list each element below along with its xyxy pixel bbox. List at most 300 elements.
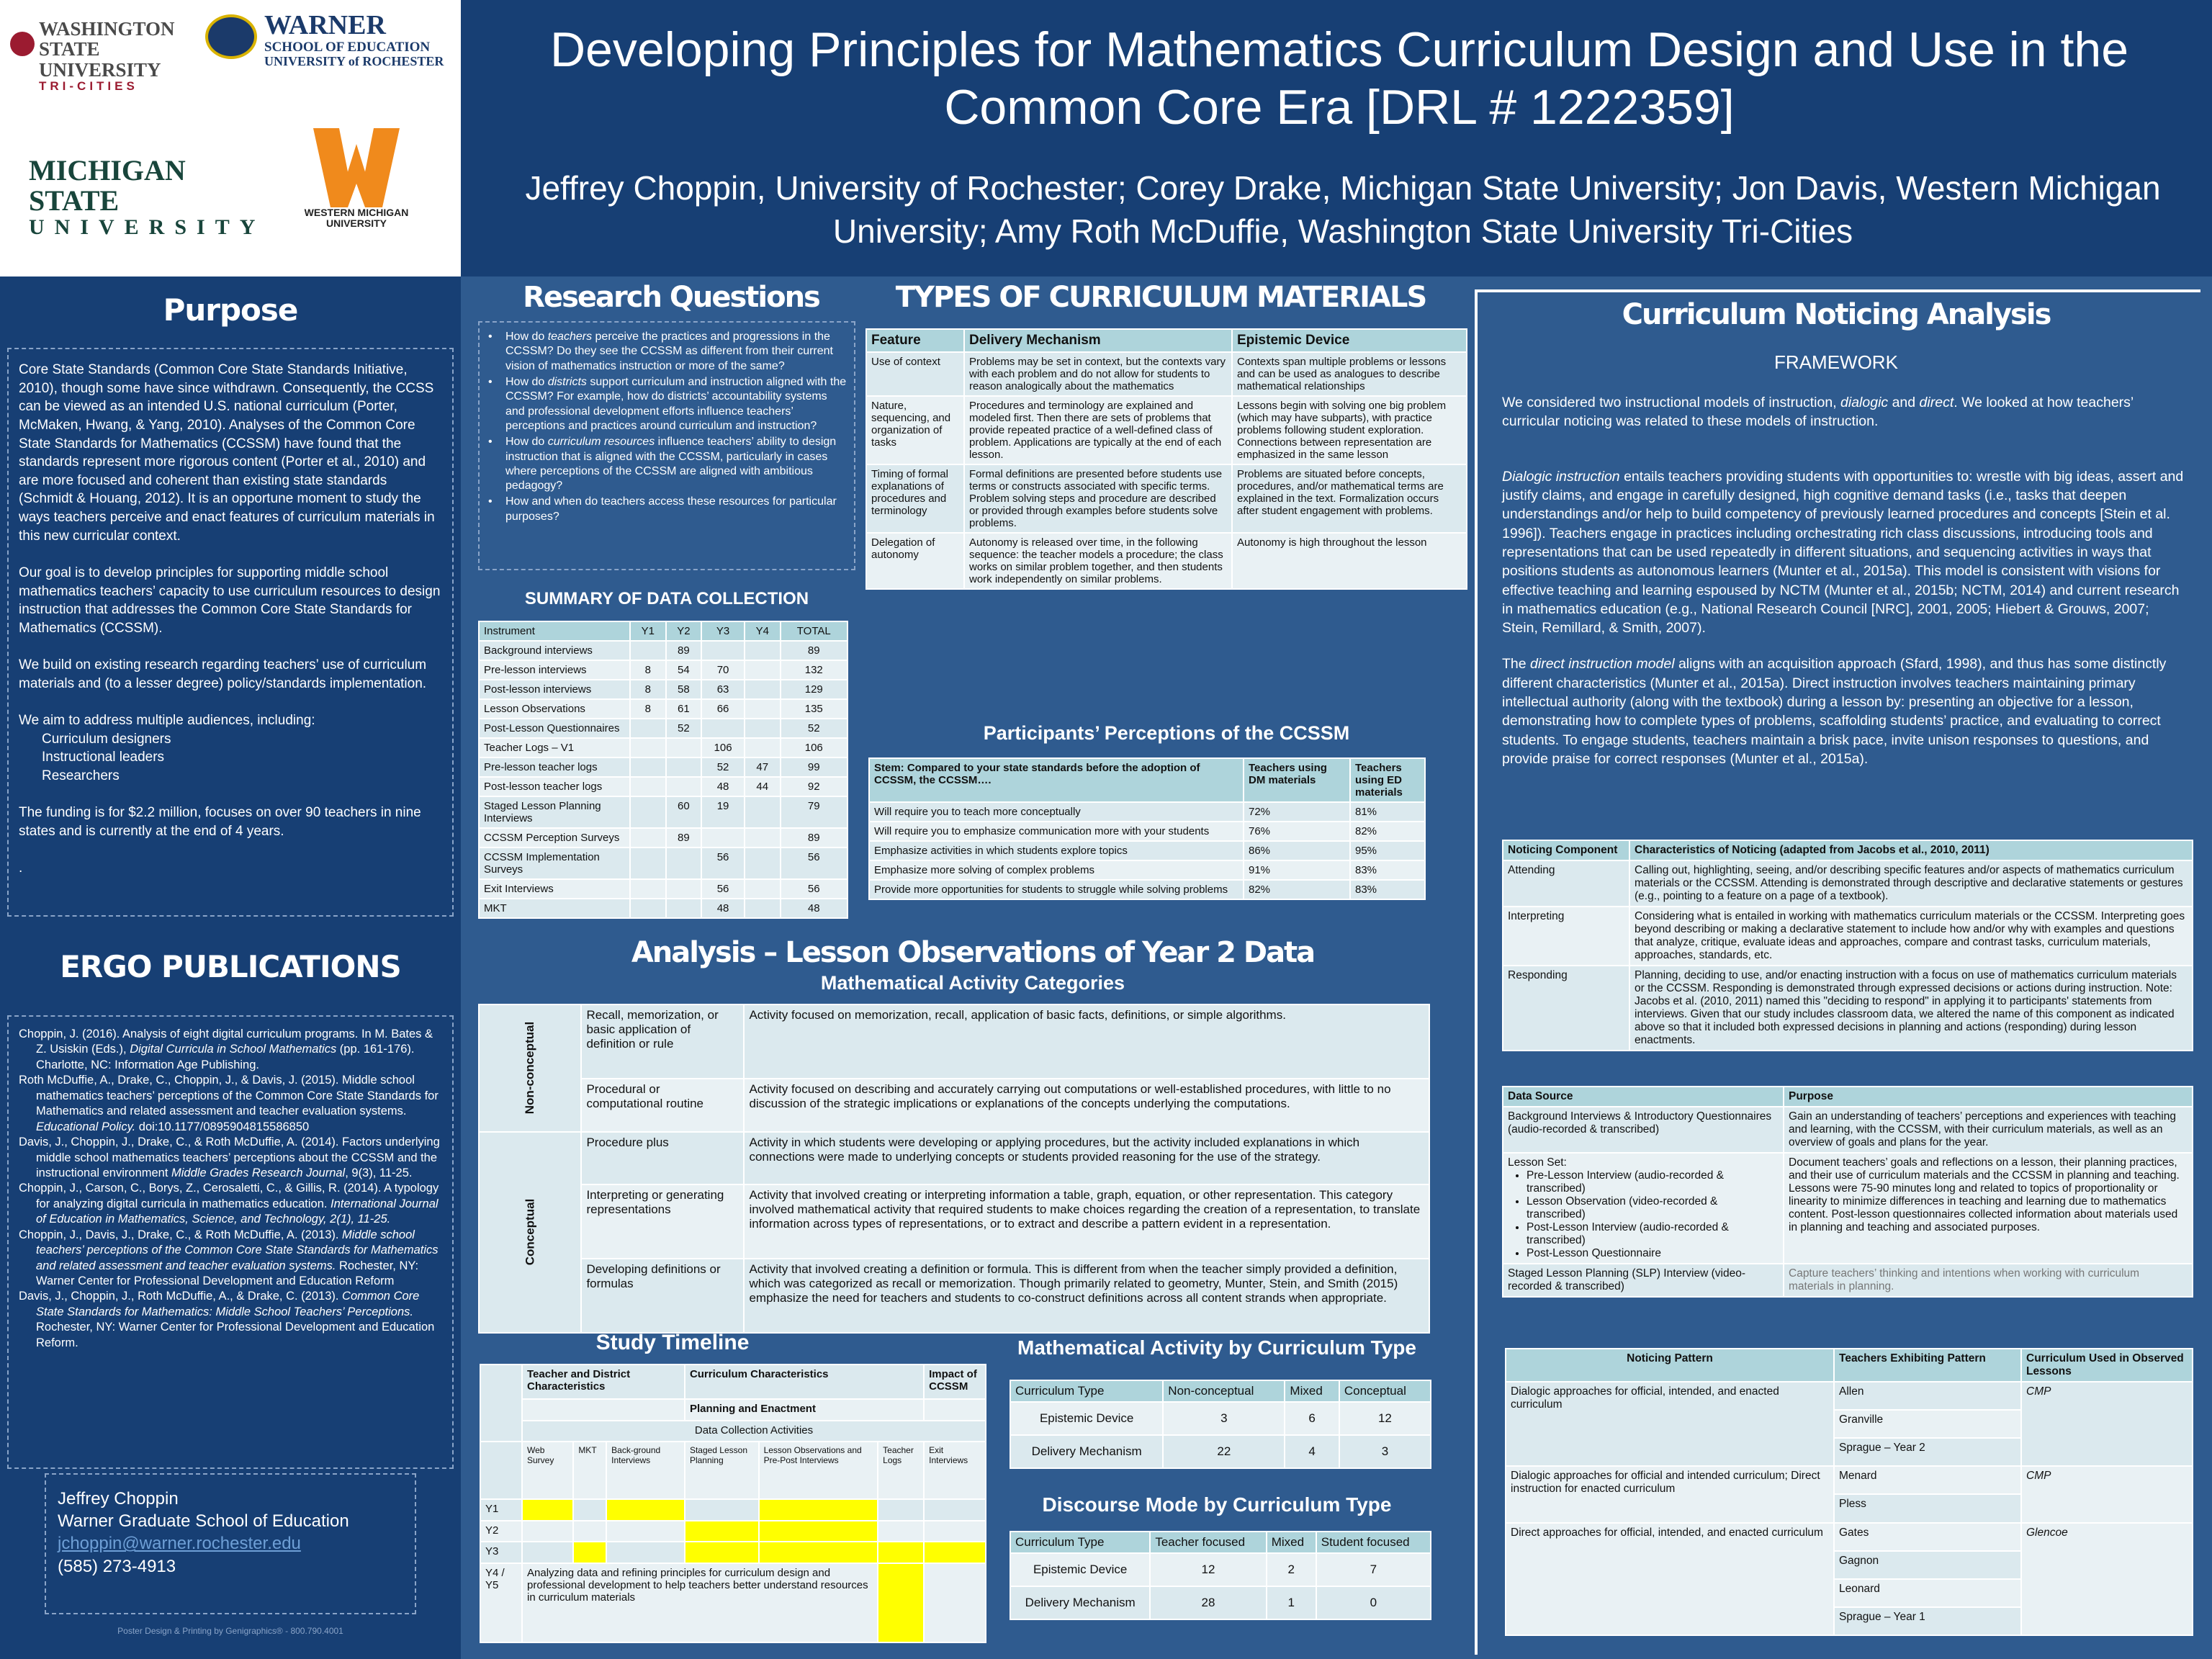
summary-cell: 56 xyxy=(781,879,848,899)
perc-cell: Will require you to teach more conceptually xyxy=(869,802,1244,822)
disc-heading: Discourse Mode by Curriculum Type xyxy=(1042,1493,1392,1516)
wsu-line3: TRI-CITIES xyxy=(39,79,138,94)
publication-ref: Choppin, J., Carson, C., Borys, Z., Cerosaletti, C., & Gillis, R. (2014). A typology for analyzing digital curricula in mathematics education. International Journal of Education in Mathematics, Science, and Technology, 2(1), 11-25. xyxy=(19,1182,439,1226)
cna-text xyxy=(1502,393,2186,768)
timeline-activity: Exit Interviews xyxy=(924,1442,986,1499)
rq-item: • How do teachers perceive the practices and progressions in the CCSSM? Do they see the CCSSM as different from their current vision of mathematics instruction or more of the same? xyxy=(485,330,848,374)
summary-col-header: Instrument xyxy=(479,621,630,641)
timeline-h1: Teacher and District Characteristics xyxy=(522,1364,685,1399)
publication-ref: Davis, J., Choppin, J., Roth McDuffie, A., & Drake, C. (2013). Common Core State Standards for Mathematics: Middle School Teachers’ Perceptions. Rochester, NY: Warner Center for Professional Development and Education Reform. xyxy=(19,1290,435,1349)
activity-group-label xyxy=(479,1004,581,1132)
summary-cell: 48 xyxy=(781,899,848,918)
timeline-cell xyxy=(924,1542,986,1563)
pattern-teacher: Leonard xyxy=(1834,1579,2021,1607)
summary-cell: 52 xyxy=(781,719,848,738)
types-row xyxy=(866,464,1467,533)
timeline-cell xyxy=(759,1499,878,1521)
timeline-cell xyxy=(685,1521,759,1542)
summary-row xyxy=(479,848,848,879)
timeline-cell xyxy=(878,1542,924,1563)
perc-cell: 83% xyxy=(1350,880,1425,899)
ergo-box xyxy=(7,1015,454,1469)
audience-item: Researchers xyxy=(42,768,120,784)
summary-cell: 52 xyxy=(701,757,745,777)
pattern-row xyxy=(1506,1382,2193,1410)
summary-cell xyxy=(630,828,666,848)
purpose-box xyxy=(7,348,454,917)
summary-cell: 54 xyxy=(666,660,702,680)
pattern-row xyxy=(1506,1466,2193,1494)
summary-cell xyxy=(701,641,745,660)
contact-phone: (585) 273-4913 xyxy=(58,1556,176,1576)
timeline-activity: Teacher Logs xyxy=(878,1442,924,1499)
small-row xyxy=(1010,1402,1431,1435)
summary-cell: 106 xyxy=(781,738,848,757)
small-cell: Delivery Mechanism xyxy=(1010,1586,1150,1619)
perc-cell: Provide more opportunities for students to struggle while solving problems xyxy=(869,880,1244,899)
notice-cell: Considering what is entailed in working with mathematics curriculum materials or the CCSSM. Interpreting goes beyond describing or making a declarative statement to include how and/or why with examples and questions that analyze, critique, evaluate ideas and approaches, compare and contrast tasks, curriculum materials, approaches, standards, etc. xyxy=(1629,907,2193,966)
perc-col: Stem: Compared to your state standards before the adoption of CCSSM, the CCSSM…. xyxy=(869,758,1244,802)
small-cell: 4 xyxy=(1285,1435,1339,1468)
activity-description: Activity that involved creating or interpreting information a table, graph, equation, or other representation. This category involved mathematical activity that required students to make choices regarding the creation of a representation, to translate information across types of representations, or to extract and describe a pattern evident in a representation. xyxy=(744,1184,1429,1259)
notice-cell: Responding xyxy=(1503,966,1629,1051)
summary-cell: 89 xyxy=(666,828,702,848)
timeline-cell xyxy=(878,1563,924,1642)
summary-row xyxy=(479,828,848,848)
wsu-line2: UNIVERSITY xyxy=(39,58,161,81)
contact-name: Jeffrey Choppin xyxy=(58,1489,179,1509)
mact-table xyxy=(1010,1380,1431,1469)
types-cell: Delegation of autonomy xyxy=(866,533,964,589)
types-cell: Nature, sequencing, and organization of tasks xyxy=(866,396,964,464)
summary-cell xyxy=(745,828,781,848)
timeline-cell xyxy=(878,1521,924,1542)
types-cell: Formal definitions are presented before students use terms or constructs associated with specific terms. Problem solving steps and procedure are described or provided through examples before students solve problems. xyxy=(964,464,1232,533)
summary-row xyxy=(479,796,848,828)
small-cell: 2 xyxy=(1267,1553,1316,1586)
summary-cell: 79 xyxy=(781,796,848,828)
types-cell: Timing of formal explanations of procedures and terminology xyxy=(866,464,964,533)
warner-line3: UNIVERSITY of ROCHESTER xyxy=(264,53,444,68)
timeline-activity: Staged Lesson Planning xyxy=(685,1442,759,1499)
timeline-cell xyxy=(573,1542,606,1563)
summary-cell: Exit Interviews xyxy=(479,879,630,899)
analysis-heading: Analysis – Lesson Observations of Year 2 Data xyxy=(631,936,1315,969)
timeline-year: Y4 / Y5 xyxy=(480,1563,522,1642)
small-cell: 1 xyxy=(1267,1586,1316,1619)
lesson-set-label: Lesson Set: xyxy=(1508,1156,1567,1169)
types-cell: Problems are situated before concepts, procedures, and/or mathematical terms are explained in the text. Formalization occurs after student engagement with problems. xyxy=(1232,464,1467,533)
warner-line2: SCHOOL OF EDUCATION xyxy=(264,39,431,55)
activity-group-text: Conceptual xyxy=(523,1198,537,1266)
summary-row xyxy=(479,680,848,699)
warner-line1: WARNER xyxy=(264,10,386,40)
timeline-cell xyxy=(924,1499,986,1521)
timeline-activity: Web Survey xyxy=(522,1442,573,1499)
cna-p3-text: The xyxy=(1502,656,1531,673)
summary-cell: 129 xyxy=(781,680,848,699)
summary-cell xyxy=(630,879,666,899)
summary-cell xyxy=(630,796,666,828)
types-cell: Autonomy is released over time, in the following sequence: the teacher models a procedure; the class works on similar problem together, and then students work independently on similar problems. xyxy=(964,533,1232,589)
small-cell: Epistemic Device xyxy=(1010,1553,1150,1586)
summary-row xyxy=(479,879,848,899)
perc-cell: 83% xyxy=(1350,860,1425,880)
warner-logo xyxy=(205,12,457,68)
cna-p1-text: . We looked at how teachers’ curricular noticing was related to these models of instruction. xyxy=(1502,395,2134,430)
notice-cell: Interpreting xyxy=(1503,907,1629,966)
wmu-w-mark xyxy=(313,128,400,207)
perc-col: Teachers using ED materials xyxy=(1350,758,1425,802)
summary-cell xyxy=(745,796,781,828)
summary-row xyxy=(479,899,848,918)
perc-cell: 86% xyxy=(1244,841,1350,860)
notice-col: Characteristics of Noticing (adapted from Jacobs et al., 2010, 2011) xyxy=(1629,840,2193,860)
cna-p1-dialogic: dialogic xyxy=(1840,395,1889,410)
types-row xyxy=(866,396,1467,464)
summary-cell: 135 xyxy=(781,699,848,719)
pattern-teacher: Menard xyxy=(1834,1466,2021,1494)
activity-category: Interpreting or generating representations xyxy=(581,1184,744,1259)
disc-table xyxy=(1010,1531,1431,1620)
dsource-cell: Capture teachers’ thinking and intentions when working with curriculum materials in planning. xyxy=(1784,1264,2193,1297)
summary-cell: Post-Lesson Questionnaires xyxy=(479,719,630,738)
purpose-p2: Our goal is to develop principles for supporting middle school mathematics teachers’ capacity to use curriculum resources to design instruction that addresses the Common Core State Standards for Mathematics (CCSSM). xyxy=(19,565,441,636)
small-row xyxy=(1010,1435,1431,1468)
pattern-curriculum: CMP xyxy=(2021,1466,2193,1522)
small-col-header: Student focused xyxy=(1316,1532,1431,1553)
small-row xyxy=(1010,1553,1431,1586)
cna-heading: Curriculum Noticing Analysis xyxy=(1622,298,2051,331)
perc-row xyxy=(869,822,1425,841)
perc-cell: Will require you to emphasize communication more with your students xyxy=(869,822,1244,841)
summary-cell xyxy=(701,828,745,848)
summary-cell: 56 xyxy=(701,879,745,899)
contact-school: Warner Graduate School of Education xyxy=(58,1511,349,1532)
notice-cell: Calling out, highlighting, seeing, and/or describing specific features and/or aspects of mathematics curriculum materials or the CCSSM. Attending is demonstrated through descriptive and declarative statements or gestures (e.g., pointing to a feature on a page of a textbook). xyxy=(1629,860,2193,907)
summary-cell xyxy=(630,899,666,918)
summary-row xyxy=(479,777,848,796)
timeline-cell xyxy=(924,1563,986,1642)
perc-col: Teachers using DM materials xyxy=(1244,758,1350,802)
timeline-cell xyxy=(759,1542,878,1563)
perc-cell: 76% xyxy=(1244,822,1350,841)
summary-cell: 58 xyxy=(666,680,702,699)
lesson-set-item: • Pre-Lesson Interview (audio-recorded & transcribed) xyxy=(1527,1169,1779,1195)
perceptions-table xyxy=(868,757,1426,900)
small-col-header: Curriculum Type xyxy=(1010,1380,1163,1402)
summary-cell: 8 xyxy=(630,680,666,699)
summary-cell: Background interviews xyxy=(479,641,630,660)
publication-ref: Choppin, J. (2016). Analysis of eight digital curriculum programs. In M. Bates & Z. Usiskin (Eds.), Digital Curricula in School Mathematics (pp. 161-176). Charlotte, NC: Information Age Publishing. xyxy=(19,1028,433,1071)
summary-cell: 61 xyxy=(666,699,702,719)
types-cell: Contexts span multiple problems or lessons and can be used as analogues to describe mathematical relationships xyxy=(1232,352,1467,396)
notice-row xyxy=(1503,860,2193,907)
summary-cell xyxy=(745,738,781,757)
perc-row xyxy=(869,802,1425,822)
activity-row xyxy=(479,1132,1429,1185)
dsource-cell: Staged Lesson Planning (SLP) Interview (video-recorded & transcribed) xyxy=(1503,1264,1784,1297)
purpose-p6: . xyxy=(19,860,23,876)
types-row xyxy=(866,533,1467,589)
perc-row xyxy=(869,880,1425,899)
notice-row xyxy=(1503,907,2193,966)
summary-col-header: Y2 xyxy=(666,621,702,641)
rq-heading: Research Questions xyxy=(523,281,819,314)
pattern-curriculum: Glencoe xyxy=(2021,1523,2193,1635)
msu-line1: MICHIGAN STATE xyxy=(29,154,186,217)
summary-cell xyxy=(666,848,702,879)
notice-row xyxy=(1503,966,2193,1051)
pattern-teacher: Gagnon xyxy=(1834,1551,2021,1579)
summary-cell: 48 xyxy=(701,777,745,796)
pattern-cell: Dialogic approaches for official and intended curriculum; Direct instruction for enacted curriculum xyxy=(1506,1466,1834,1522)
pattern-teacher: Sprague – Year 2 xyxy=(1834,1438,2021,1466)
purpose-heading: Purpose xyxy=(163,292,298,328)
small-cell: 0 xyxy=(1316,1586,1431,1619)
summary-cell xyxy=(630,777,666,796)
notice-cell: Planning, deciding to use, and/or enacting instruction with a focus on use of mathematics curriculum materials or the CCSSM. Responding is demonstrated through expressed decisions or actions during instruction. Note: Jacobs et al. (2010, 2011) named this "deciding to respond" in applying it to participants' statements from interviews. Given that our study includes classroom data, we altered the name of this component as indicated above so that it included both expressed decisions in planning and actions (responding) during lesson enactments. xyxy=(1629,966,2193,1051)
summary-col-header: Y1 xyxy=(630,621,666,641)
summary-col-header: Y3 xyxy=(701,621,745,641)
timeline-cell xyxy=(924,1521,986,1542)
summary-cell xyxy=(745,879,781,899)
summary-cell: 99 xyxy=(781,757,848,777)
summary-cell xyxy=(666,879,702,899)
analysis-subheading: Mathematical Activity Categories xyxy=(820,972,1125,994)
small-col-header: Mixed xyxy=(1285,1380,1339,1402)
rq-item: • How do districts support curriculum and instruction aligned with the CCSSM? For example, how do districts’ accountability systems and professional development efforts influence teachers’ perceptions and practices around curriculum and instruction? xyxy=(485,375,848,433)
summary-cell xyxy=(666,738,702,757)
summary-cell: Post-lesson interviews xyxy=(479,680,630,699)
types-cell: Autonomy is high throughout the lesson xyxy=(1232,533,1467,589)
types-row xyxy=(866,352,1467,396)
summary-row xyxy=(479,738,848,757)
small-cell: Epistemic Device xyxy=(1010,1402,1163,1435)
pattern-cell: Dialogic approaches for official, intended, and enacted curriculum xyxy=(1506,1382,1834,1466)
timeline-table xyxy=(480,1364,986,1643)
activity-category: Procedural or computational routine xyxy=(581,1079,744,1132)
summary-cell: Teacher Logs – V1 xyxy=(479,738,630,757)
pattern-teacher: Gates xyxy=(1834,1523,2021,1551)
rq-item: • How and when do teachers access these resources for particular purposes? xyxy=(485,495,848,524)
summary-cell xyxy=(666,899,702,918)
wmu-line1: WESTERN MICHIGAN xyxy=(304,207,409,218)
summary-cell: 44 xyxy=(745,777,781,796)
summary-cell: 19 xyxy=(701,796,745,828)
cna-p2-text: entails teachers providing students with opportunities to: wrestle with big ideas, assert and justify claims, and engage in carefully designed, high cognitive demand tasks (i.e., tasks that deepen understandings and/or help to build competency of previously learned procedures and concepts [Stein et al. 1996]). Teachers engage in practices including orchestrating rich class discussions, introducing tools and representations that can be used repeatedly in different situations, and sequencing activities in ways that positions students as autonomous learners (Munter et al., 2015a). This model is consistent with visions for effective teaching and learning espoused by NCTM (Munter et al., 2015b; NCTM, 2014) and current research in mathematics education (e.g., National Research Council [NRC], 2001, 2005; Hiebert & Grouws, 2007; Stein, Remillard, & Smith, 2007). xyxy=(1502,468,2184,637)
summary-cell xyxy=(745,848,781,879)
perc-row xyxy=(869,841,1425,860)
publication-ref: Roth McDuffie, A., Drake, C., Choppin, J., & Davis, J. (2015). Middle school mathematics teachers’ perceptions of the Common Core State Standards for Mathematics and related assessment and teacher evaluation systems. Educational Policy. doi:10.1177/0895904815586850 xyxy=(19,1074,439,1133)
timeline-h2: Curriculum Characteristics xyxy=(685,1364,924,1399)
activity-row xyxy=(479,1259,1429,1333)
perc-cell: Emphasize activities in which students explore topics xyxy=(869,841,1244,860)
summary-heading: SUMMARY OF DATA COLLECTION xyxy=(524,589,809,608)
timeline-activity: MKT xyxy=(573,1442,606,1499)
audience-item: Instructional leaders xyxy=(42,750,165,765)
small-cell: 12 xyxy=(1150,1553,1266,1586)
framework-label: FRAMEWORK xyxy=(1774,351,1898,373)
pattern-cell: Direct approaches for official, intended, and enacted curriculum xyxy=(1506,1523,1834,1635)
timeline-cell xyxy=(606,1499,685,1521)
small-col-header: Non-conceptual xyxy=(1163,1380,1285,1402)
summary-cell xyxy=(666,757,702,777)
cna-p1-text: We considered two instructional models of instruction, xyxy=(1502,395,1841,410)
timeline-cell xyxy=(573,1521,606,1542)
summary-cell: Lesson Observations xyxy=(479,699,630,719)
cna-p3-text: aligns with an acquisition approach (Sfard, 1998), and thus has some distinctly different characteristics (Munter et al., 2015a). Direct instruction involves teachers maintaining primary intellectual authority (along with the textbook) during a lesson by: presenting an objective for a lesson, demonstrating how to complete types of problems, scaffolding students’ practice, and evaluating to correct students. To engage students, teachers maintain a brisk pace, invite unison responses to questions, and provide praise for correct responses (Munter et al., 2015a). xyxy=(1502,656,2167,767)
rq-item: • How do curriculum resources influence teachers’ ability to design instruction that is aligned with the CCSSM, particularly in cases where perceptions of the CCSSM are aligned with ambitious pedagogy? xyxy=(485,435,848,493)
timeline-cell xyxy=(685,1499,759,1521)
mact-heading: Mathematical Activity by Curriculum Type xyxy=(1017,1336,1416,1359)
summary-cell: Pre-lesson teacher logs xyxy=(479,757,630,777)
dsource-col: Purpose xyxy=(1784,1087,2193,1107)
contact-box xyxy=(45,1473,416,1614)
timeline-cell xyxy=(759,1521,878,1542)
pattern-col: Noticing Pattern xyxy=(1506,1349,1834,1382)
summary-cell: Post-lesson teacher logs xyxy=(479,777,630,796)
summary-cell: CCSSM Implementation Surveys xyxy=(479,848,630,879)
summary-cell: CCSSM Perception Surveys xyxy=(479,828,630,848)
timeline-cell xyxy=(522,1521,573,1542)
summary-col-header: Y4 xyxy=(745,621,781,641)
summary-cell: 60 xyxy=(666,796,702,828)
pattern-col: Teachers Exhibiting Pattern xyxy=(1834,1349,2021,1382)
summary-row xyxy=(479,757,848,777)
summary-cell: Pre-lesson interviews xyxy=(479,660,630,680)
types-table xyxy=(866,328,1467,590)
types-heading: TYPES OF CURRICULUM MATERIALS xyxy=(895,281,1426,314)
pattern-row xyxy=(1506,1523,2193,1551)
summary-cell: 89 xyxy=(666,641,702,660)
perc-cell: 72% xyxy=(1244,802,1350,822)
summary-cell: 106 xyxy=(701,738,745,757)
activity-description: Activity focused on memorization, recall, application of basic facts, definitions, or simple algorithms. xyxy=(744,1004,1429,1079)
summary-cell xyxy=(630,641,666,660)
lesson-set-item: • Post-Lesson Questionnaire xyxy=(1527,1247,1779,1260)
summary-cell: 52 xyxy=(666,719,702,738)
noticing-pattern-table xyxy=(1505,1348,2193,1636)
small-cell: Delivery Mechanism xyxy=(1010,1435,1163,1468)
small-row xyxy=(1010,1586,1431,1619)
timeline-heading: Study Timeline xyxy=(595,1331,750,1354)
msu-line2: UNIVERSITY xyxy=(29,215,266,239)
perc-cell: 91% xyxy=(1244,860,1350,880)
summary-table xyxy=(478,621,848,919)
timeline-cell xyxy=(685,1542,759,1563)
notice-col: Noticing Component xyxy=(1503,840,1629,860)
small-cell: 12 xyxy=(1339,1402,1431,1435)
summary-cell xyxy=(630,738,666,757)
summary-cell xyxy=(745,699,781,719)
summary-cell: 48 xyxy=(701,899,745,918)
summary-cell: 89 xyxy=(781,641,848,660)
summary-row xyxy=(479,699,848,719)
dsource-cell: Gain an understanding of teachers’ perceptions and experiences with teaching and learning, with the CCSSM, with their curriculum materials, as well as an overview of goals and plans for the year. xyxy=(1784,1107,2193,1153)
activity-group-text: Non-conceptual xyxy=(523,1022,537,1115)
summary-cell: 92 xyxy=(781,777,848,796)
summary-cell xyxy=(630,757,666,777)
timeline-cell xyxy=(878,1499,924,1521)
small-cell: 22 xyxy=(1163,1435,1285,1468)
dsource-cell: Document teachers’ goals and reflections on a lesson, their planning practices, and their use of curriculum materials and the CCSSM in planning and teaching. Lessons were 75-90 minutes long and related to topics of proportionality or linearity to minimize differences in teaching and learning due to mathematics content. Post-lesson questionnaires collected information about materials used in planning and teaching and associated purposes. xyxy=(1784,1153,2193,1264)
activity-row xyxy=(479,1079,1429,1132)
lesson-set-item: • Post-Lesson Interview (audio-recorded & transcribed) xyxy=(1527,1221,1779,1247)
wmu-line2: UNIVERSITY xyxy=(325,217,387,229)
small-col-header: Conceptual xyxy=(1339,1380,1431,1402)
pattern-curriculum: CMP xyxy=(2021,1382,2193,1466)
noticing-table xyxy=(1502,840,2193,1051)
timeline-h4: Planning and Enactment xyxy=(685,1399,924,1421)
summary-cell: 89 xyxy=(781,828,848,848)
summary-cell: 47 xyxy=(745,757,781,777)
purpose-p3: We build on existing research regarding teachers’ use of curriculum materials and (to a lesser degree) policy/standards implementation. xyxy=(19,657,427,691)
activity-group-label xyxy=(479,1132,581,1334)
wmu-logo xyxy=(295,128,418,228)
types-cell: Use of context xyxy=(866,352,964,396)
activity-description: Activity focused on describing and accurately carrying out computations or well-established procedures, with little to no discussion of the strategic implications or explanations of the concepts underlying the computations. xyxy=(744,1079,1429,1132)
perc-cell: 95% xyxy=(1350,841,1425,860)
publication-ref: Davis, J., Choppin, J., Drake, C., & Roth McDuffie, A. (2014). Factors underlying middle school mathematics teachers’ perceptions about the CCSSM and the instructional environment Middle Grades Research Journal, 9(3), 11-25. xyxy=(19,1136,440,1179)
summary-row xyxy=(479,660,848,680)
summary-cell: 66 xyxy=(701,699,745,719)
activity-description: Activity that involved creating a definition or formula. This is different from when the teacher simply provided a definition, which was categorized as recall or memorization. Though primarily related to geometry, Munter, Stein, and Smith (2015) emphasize the need for teachers and students to co-construct definitions across all content strands when appropriate. xyxy=(744,1259,1429,1333)
perc-cell: 82% xyxy=(1244,880,1350,899)
small-col-header: Mixed xyxy=(1267,1532,1316,1553)
activity-category: Recall, memorization, or basic application of definition or rule xyxy=(581,1004,744,1079)
summary-cell: 132 xyxy=(781,660,848,680)
summary-cell: 70 xyxy=(701,660,745,680)
summary-cell: 56 xyxy=(701,848,745,879)
printer-credit: Poster Design & Printing by Genigraphics® - 800.790.4001 xyxy=(117,1626,343,1636)
summary-cell: 56 xyxy=(781,848,848,879)
activity-row xyxy=(479,1004,1429,1079)
summary-cell: Staged Lesson Planning Interviews xyxy=(479,796,630,828)
summary-cell: 8 xyxy=(630,699,666,719)
publication-ref: Choppin, J., Davis, J., Drake, C., & Roth McDuffie, A. (2013). Middle school teachers’ perceptions of the Common Core State Standards for Mathematics and related assessment and teacher evaluation systems. Rochester, NY: Warner Center for Professional Development and Education Reform xyxy=(19,1228,439,1287)
poster-authors: Jeffrey Choppin, University of Rochester; Corey Drake, Michigan State University; Jon Davis, Western Michigan University; Amy Roth McDuffie, Washington State University Tri-Cities xyxy=(525,169,2161,250)
activity-description: Activity in which students were developing or applying procedures, but the activity included explanations in which connections were made to underlying concepts or students provided reasoning for the use of the strategy. xyxy=(744,1132,1429,1185)
types-col: Delivery Mechanism xyxy=(964,329,1232,352)
types-cell: Lessons begin with solving one big problem (which may have subparts), with practice problems following student exploration. Connections between representation are emphasized in the same lesson xyxy=(1232,396,1467,464)
summary-cell: 8 xyxy=(630,660,666,680)
timeline-year: Y2 xyxy=(480,1521,522,1542)
perc-row xyxy=(869,860,1425,880)
summary-cell xyxy=(630,719,666,738)
perc-cell: 81% xyxy=(1350,802,1425,822)
small-cell: 6 xyxy=(1285,1402,1339,1435)
dsource-col: Data Source xyxy=(1503,1087,1784,1107)
summary-cell: 63 xyxy=(701,680,745,699)
summary-cell xyxy=(745,660,781,680)
cna-p3-term: direct instruction model xyxy=(1530,656,1675,673)
perc-cell: 82% xyxy=(1350,822,1425,841)
perceptions-heading: Participants’ Perceptions of the CCSSM xyxy=(983,722,1350,744)
small-cell: 3 xyxy=(1339,1435,1431,1468)
audience-item: Curriculum designers xyxy=(42,731,171,747)
data-source-table xyxy=(1502,1086,2193,1298)
timeline-activity: Back-ground Interviews xyxy=(606,1442,685,1499)
types-cell: Procedures and terminology are explained and modeled first. Then there are sets of problems that provide repeated practice of a well-defined class of problem. Applications are typically at the end of each lesson. xyxy=(964,396,1232,464)
summary-cell xyxy=(666,777,702,796)
purpose-p5: The funding is for $2.2 million, focuses on over 90 teachers in nine states and is currently at the end of 4 years. xyxy=(19,805,421,840)
purpose-p4: We aim to address multiple audiences, including: xyxy=(19,713,315,729)
timeline-activity: Lesson Observations and Pre-Post Interviews xyxy=(759,1442,878,1499)
summary-cell xyxy=(745,680,781,699)
contact-email-link[interactable]: jchoppin@warner.rochester.edu xyxy=(58,1534,301,1554)
activity-category: Developing definitions or formulas xyxy=(581,1259,744,1333)
